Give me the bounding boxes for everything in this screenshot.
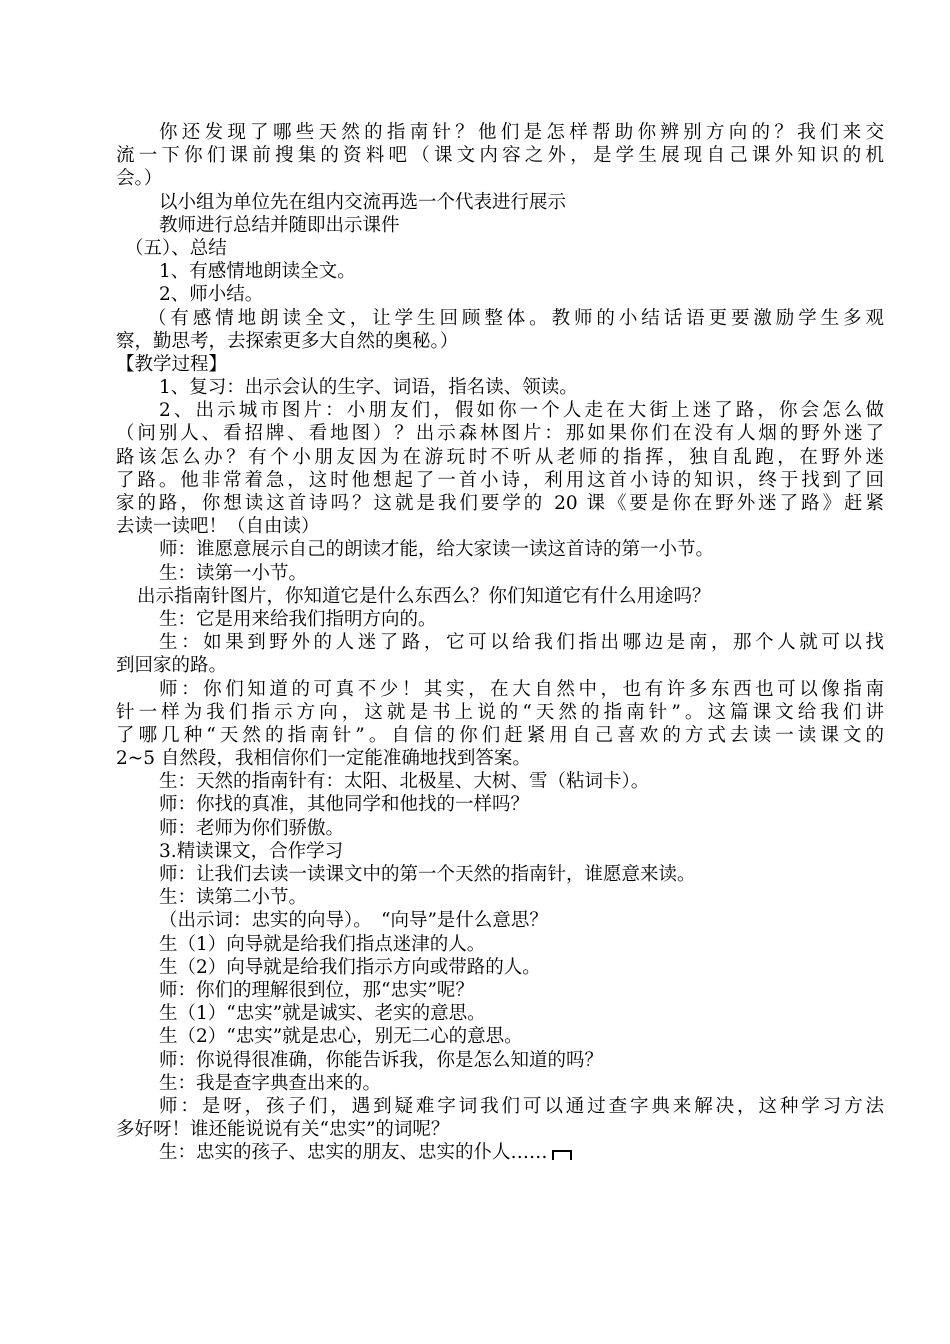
paragraph-line: 生（1）向导就是给我们指点迷津的人。 (159, 933, 486, 955)
paragraph-line: 生：读第一小节。 (159, 562, 308, 584)
paragraph-line: 流一下你们课前搜集的资料吧（课文内容之外，是学生展现自己课外知识的机 (116, 145, 884, 167)
paragraph-line: 以小组为单位先在组内交流再选一个代表进行展示 (159, 191, 567, 213)
paragraph-line: 生：天然的指南针有：太阳、北极星、大树、雪（粘词卡）。 (159, 771, 650, 793)
paragraph-line: 1、有感情地朗读全文。 (159, 261, 356, 283)
paragraph-line: 教师进行总结并随即出示课件 (159, 214, 400, 236)
paragraph-line: 生：忠实的孩子、忠实的朋友、忠实的仆人…… (159, 1142, 548, 1164)
paragraph-line: 师：老师为你们骄傲。 (159, 817, 345, 839)
paragraph-line: 2、出示城市图片：小朋友们，假如你一个人走在大街上迷了路，你会怎么做 (159, 400, 884, 422)
paragraph-line: 师：谁愿意展示自己的朗读才能，给大家读一读这首诗的第一小节。 (159, 539, 715, 561)
section-heading: 3.精读课文，合作学习 (159, 840, 344, 862)
document-body (116, 121, 884, 1164)
paragraph-line: 2、师小结。 (159, 284, 264, 306)
paragraph-line: 去读一读吧！（自由读） (116, 516, 320, 538)
paragraph-line: 了哪几种“天然的指南针”。自信的你们赶紧用自己喜欢的方式去读一读课文的 (116, 724, 884, 746)
paragraph-line: 师：你说得很准确，你能告诉我，你是怎么知道的吗？ (159, 1049, 604, 1071)
paragraph-line: 生：我是查字典查出来的。 (159, 1072, 382, 1094)
paragraph-line: 家的路，你想读这首诗吗？这就是我们要学的 20 课《要是你在野外迷了路》赶紧 (116, 493, 884, 514)
paragraph-line: 生（1）“忠实”就是诚实、老实的意思。 (159, 1003, 486, 1025)
paragraph-line: 出示指南针图片，你知道它是什么东西么？你们知道它有什么用途吗？ (137, 585, 711, 607)
paragraph-line: 师：你找的真准，其他同学和他找的一样吗？ (159, 794, 530, 816)
paragraph-line: 了路。他非常着急，这时他想起了一首小诗，利用这首小诗的知识，终于找到了回 (116, 469, 884, 491)
paragraph-line: （出示词：忠实的向导）。 “向导”是什么意思？ (159, 910, 548, 932)
paragraph-line: 生：如果到野外的人迷了路，它可以给我们指出哪边是南，那个人就可以找 (159, 632, 884, 654)
section-heading: 【教学过程】 (116, 353, 228, 375)
text-cursor-mark (552, 1150, 572, 1160)
paragraph-line: 生（2）“忠实”就是忠心，别无二心的意思。 (159, 1026, 523, 1048)
paragraph-line: 到回家的路。 (116, 655, 228, 677)
paragraph-line: 师：你们的理解很到位，那“忠实”呢？ (159, 979, 474, 1001)
paragraph-line: 察，勤思考，去探索更多大自然的奥秘。） (116, 330, 459, 352)
paragraph-line: 生：读第二小节。 (159, 887, 308, 909)
paragraph-line: 路该怎么办？有个小朋友因为在游玩时不听从老师的指挥，独自乱跑，在野外迷 (116, 446, 884, 468)
paragraph-line: 生（2）向导就是给我们指示方向或带路的人。 (159, 956, 541, 978)
last-line (116, 1141, 884, 1164)
paragraph-line: （有感情地朗读全文，让学生回顾整体。教师的小结话语更要激励学生多观 (148, 307, 884, 329)
paragraph-line: 你还发现了哪些天然的指南针？他们是怎样帮助你辨别方向的？我们来交 (159, 122, 884, 143)
paragraph-line: 师：你们知道的可真不少！其实，在大自然中，也有许多东西也可以像指南 (159, 678, 884, 700)
paragraph-line: 会。） (116, 168, 163, 190)
paragraph-line: 针一样为我们指示方向，这就是书上说的“天然的指南针”。这篇课文给我们讲 (116, 701, 884, 723)
section-heading: （五）、总结 (125, 237, 227, 259)
paragraph-line: （问别人、看招牌、看地图）？出示森林图片：那如果你们在没有人烟的野外迷了 (116, 423, 884, 445)
paragraph-line: 师：让我们去读一读课文中的第一个天然的指南针，谁愿意来读。 (159, 864, 696, 885)
paragraph-line: 生：它是用来给我们指明方向的。 (159, 608, 437, 630)
paragraph-line: 2~5 自然段，我相信你们一定能准确地找到答案。 (116, 748, 531, 770)
paragraph-line: 师：是呀，孩子们，遇到疑难字词我们可以通过查字典来解决，这种学习方法 (159, 1095, 884, 1117)
paragraph-line: 1、复习：出示会认的生字、词语，指名读、领读。 (159, 377, 578, 399)
paragraph-line: 多好呀！谁还能说说有关“忠实”的词呢？ (116, 1119, 450, 1141)
